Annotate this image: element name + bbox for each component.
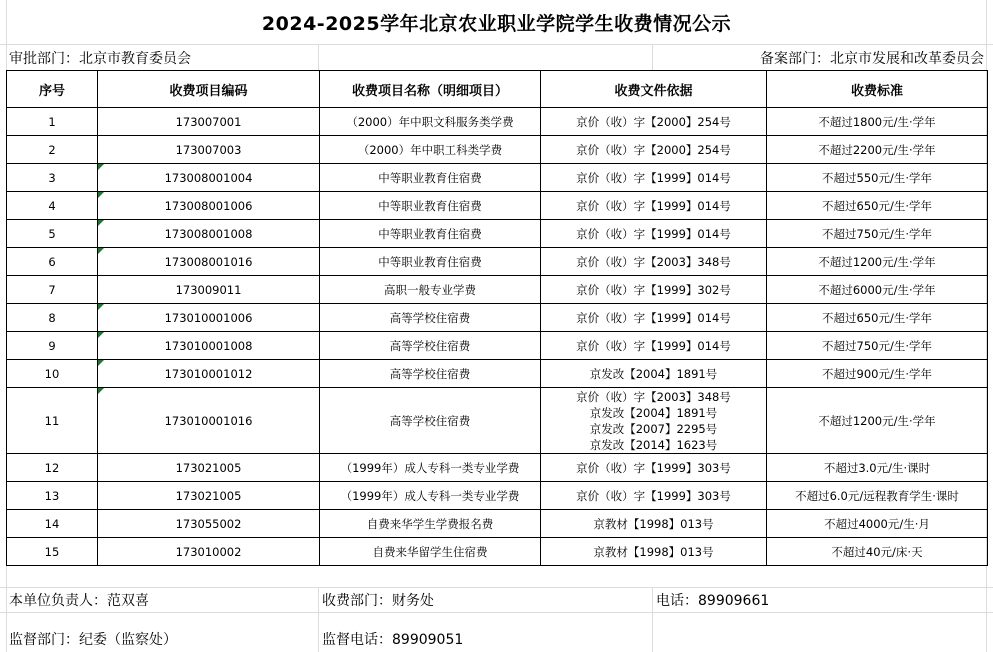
cell-name[interactable]: 高等学校住宿费 — [320, 304, 541, 332]
cell-code[interactable] — [98, 388, 320, 454]
cell-code[interactable] — [98, 510, 320, 538]
cell-no[interactable]: 10 — [7, 360, 98, 388]
cell-name[interactable]: 高职一般专业学费 — [320, 276, 541, 304]
error-indicator-icon — [98, 220, 104, 226]
cell-standard[interactable]: 不超过1800元/生·学年 — [767, 108, 988, 136]
cell-standard[interactable]: 不超过550元/生·学年 — [767, 164, 988, 192]
cell-name[interactable]: 高等学校住宿费 — [320, 360, 541, 388]
table-row — [7, 454, 988, 482]
cell-code[interactable] — [98, 332, 320, 360]
table-row — [7, 388, 988, 454]
cell-basis[interactable] — [541, 332, 767, 360]
cell-code[interactable] — [98, 220, 320, 248]
error-indicator-icon — [98, 304, 104, 310]
approval-dept-value: 北京市教育委员会 — [79, 51, 191, 67]
cell-code[interactable] — [98, 164, 320, 192]
basis-list — [543, 282, 764, 298]
basis-list — [543, 114, 764, 130]
error-indicator-icon — [98, 360, 104, 366]
cell-name[interactable]: 自费来华留学生住宿费 — [320, 538, 541, 566]
cell-name[interactable]: 高等学校住宿费 — [320, 388, 541, 454]
basis-list — [543, 544, 764, 560]
cell-basis[interactable] — [541, 454, 767, 482]
table-row — [7, 136, 988, 164]
responsible-person — [9, 590, 149, 610]
cell-name[interactable]: 高等学校住宿费 — [320, 332, 541, 360]
cell-code-text: 173010002 — [175, 544, 242, 559]
fee-table-body — [7, 108, 988, 566]
cell-code[interactable] — [98, 360, 320, 388]
error-indicator-icon — [98, 332, 104, 338]
approval-dept — [9, 48, 191, 68]
cell-standard[interactable]: 不超过4000元/生·月 — [767, 510, 988, 538]
cell-code-text: 173008001008 — [164, 226, 253, 241]
cell-code[interactable] — [98, 454, 320, 482]
basis-line: 京发改【2014】1623号 — [589, 437, 718, 452]
cell-no[interactable]: 14 — [7, 510, 98, 538]
error-indicator-icon — [98, 248, 104, 254]
table-row — [7, 248, 988, 276]
basis-list — [543, 488, 764, 504]
phone-value: 89909661 — [698, 593, 770, 609]
cell-no[interactable]: 4 — [7, 192, 98, 220]
approval-dept-label: 审批部门： — [9, 51, 79, 67]
table-row — [7, 304, 988, 332]
table-row — [7, 220, 988, 248]
table-row — [7, 332, 988, 360]
cell-no[interactable]: 12 — [7, 454, 98, 482]
cell-code-text: 173007003 — [175, 142, 242, 157]
cell-code[interactable] — [98, 304, 320, 332]
cell-basis[interactable] — [541, 248, 767, 276]
table-header-row — [7, 71, 988, 108]
fee-dept-label: 收费部门： — [322, 593, 392, 609]
fee-department — [322, 590, 434, 610]
basis-line: 京价（收）字【1999】302号 — [576, 282, 731, 297]
fee-dept-value: 财务处 — [392, 593, 434, 609]
cell-no[interactable]: 15 — [7, 538, 98, 566]
table-row — [7, 510, 988, 538]
cell-code-text: 173008001006 — [164, 198, 253, 213]
cell-standard[interactable]: 不超过3.0元/生·课时 — [767, 454, 988, 482]
basis-line: 京价（收）字【1999】014号 — [576, 310, 731, 325]
cell-no[interactable]: 6 — [7, 248, 98, 276]
basis-line: 京价（收）字【1999】014号 — [576, 170, 731, 185]
cell-basis[interactable] — [541, 220, 767, 248]
supervision-department — [9, 629, 177, 649]
supervision-phone-value: 89909051 — [392, 632, 464, 648]
error-indicator-icon — [98, 192, 104, 198]
basis-line: 京价（收）字【1999】303号 — [576, 488, 731, 503]
basis-list — [543, 226, 764, 242]
cell-code[interactable] — [98, 538, 320, 566]
responsible-value: 范双喜 — [107, 593, 149, 609]
table-row — [7, 192, 988, 220]
cell-standard[interactable]: 不超过650元/生·学年 — [767, 304, 988, 332]
cell-name[interactable]: （2000）年中职工科类学费 — [320, 136, 541, 164]
table-row — [7, 538, 988, 566]
cell-standard[interactable]: 不超过1200元/生·学年 — [767, 388, 988, 454]
cell-code-text: 173010001006 — [164, 310, 253, 325]
cell-basis[interactable] — [541, 482, 767, 510]
cell-standard[interactable]: 不超过750元/生·学年 — [767, 220, 988, 248]
cell-no[interactable]: 9 — [7, 332, 98, 360]
contact-phone — [656, 590, 769, 610]
supervision-dept-value: 纪委（监察处） — [79, 632, 177, 648]
cell-code-text: 173009011 — [175, 282, 242, 297]
cell-basis[interactable] — [541, 304, 767, 332]
cell-standard[interactable]: 不超过6000元/生·学年 — [767, 276, 988, 304]
cell-code-text: 173055002 — [175, 516, 242, 531]
cell-basis[interactable] — [541, 108, 767, 136]
error-indicator-icon — [98, 164, 104, 170]
footer-row-2 — [6, 626, 987, 652]
cell-no[interactable]: 13 — [7, 482, 98, 510]
basis-list — [543, 389, 764, 453]
phone-label: 电话： — [656, 593, 698, 609]
filing-dept-value: 北京市发展和改革委员会 — [830, 51, 984, 67]
table-row — [7, 360, 988, 388]
cell-code[interactable] — [98, 482, 320, 510]
fee-table — [6, 70, 988, 566]
department-info-row — [6, 46, 987, 70]
cell-code-text: 173010001008 — [164, 338, 253, 353]
cell-code[interactable] — [98, 108, 320, 136]
footer-row-1 — [6, 587, 987, 613]
supervision-dept-label: 监督部门： — [9, 632, 79, 648]
header-name: 收费项目名称（明细项目） — [320, 71, 541, 108]
basis-line: 京发改【2004】1891号 — [589, 366, 718, 381]
cell-code-text: 173010001016 — [164, 413, 253, 428]
table-row — [7, 482, 988, 510]
basis-line: 京价（收）字【2000】254号 — [576, 142, 731, 157]
table-row — [7, 276, 988, 304]
basis-list — [543, 366, 764, 382]
basis-line: 京价（收）字【2000】254号 — [576, 114, 731, 129]
header-basis: 收费文件依据 — [541, 71, 767, 108]
basis-list — [543, 338, 764, 354]
cell-standard[interactable]: 不超过750元/生·学年 — [767, 332, 988, 360]
basis-list — [543, 142, 764, 158]
cell-no[interactable]: 11 — [7, 388, 98, 454]
table-row — [7, 108, 988, 136]
cell-standard[interactable]: 不超过900元/生·学年 — [767, 360, 988, 388]
cell-standard[interactable]: 不超过1200元/生·学年 — [767, 248, 988, 276]
basis-line: 京发改【2007】2295号 — [589, 421, 718, 436]
basis-line: 京价（收）字【1999】014号 — [576, 226, 731, 241]
basis-line: 京教材【1998】013号 — [593, 544, 714, 559]
cell-standard[interactable]: 不超过2200元/生·学年 — [767, 136, 988, 164]
supervision-phone — [322, 629, 463, 649]
cell-code-text: 173010001012 — [164, 366, 253, 381]
cell-code[interactable] — [98, 248, 320, 276]
cell-code-text: 173021005 — [175, 488, 242, 503]
header-no: 序号 — [7, 71, 98, 108]
basis-list — [543, 170, 764, 186]
header-standard: 收费标准 — [767, 71, 988, 108]
supervision-phone-label: 监督电话： — [322, 632, 392, 648]
basis-list — [543, 254, 764, 270]
cell-code-text: 173008001004 — [164, 170, 253, 185]
cell-basis[interactable] — [541, 192, 767, 220]
cell-no[interactable]: 2 — [7, 136, 98, 164]
cell-name[interactable]: 中等职业教育住宿费 — [320, 164, 541, 192]
filing-dept — [760, 48, 984, 68]
cell-code-text: 173021005 — [175, 460, 242, 475]
cell-no[interactable]: 1 — [7, 108, 98, 136]
header-code: 收费项目编码 — [98, 71, 320, 108]
cell-basis[interactable] — [541, 360, 767, 388]
cell-code-text: 173008001016 — [164, 254, 253, 269]
cell-no[interactable]: 8 — [7, 304, 98, 332]
basis-line: 京价（收）字【2003】348号 — [576, 254, 731, 269]
cell-name[interactable]: 中等职业教育住宿费 — [320, 248, 541, 276]
basis-list — [543, 516, 764, 532]
cell-name[interactable]: 自费来华学生学费报名费 — [320, 510, 541, 538]
basis-list — [543, 198, 764, 214]
cell-name[interactable]: （1999年）成人专科一类专业学费 — [320, 454, 541, 482]
page-title: 2024-2025学年北京农业职业学院学生收费情况公示 — [261, 12, 732, 35]
cell-basis[interactable] — [541, 388, 767, 454]
cell-no[interactable]: 3 — [7, 164, 98, 192]
cell-code[interactable] — [98, 276, 320, 304]
basis-line: 京价（收）字【1999】014号 — [576, 338, 731, 353]
cell-basis[interactable] — [541, 276, 767, 304]
table-row — [7, 164, 988, 192]
cell-basis[interactable] — [541, 136, 767, 164]
basis-line: 京价（收）字【2003】348号 — [576, 389, 731, 404]
basis-line: 京教材【1998】013号 — [593, 516, 714, 531]
cell-name[interactable]: （2000）年中职文科服务类学费 — [320, 108, 541, 136]
cell-standard[interactable]: 不超过40元/床·天 — [767, 538, 988, 566]
cell-code[interactable] — [98, 136, 320, 164]
basis-list — [543, 460, 764, 476]
cell-standard[interactable]: 不超过6.0元/远程教育学生·课时 — [767, 482, 988, 510]
basis-list — [543, 310, 764, 326]
cell-no[interactable]: 7 — [7, 276, 98, 304]
cell-code[interactable] — [98, 192, 320, 220]
cell-code-text: 173007001 — [175, 114, 242, 129]
filing-dept-label: 备案部门： — [760, 51, 830, 67]
error-indicator-icon — [98, 388, 104, 394]
cell-standard[interactable]: 不超过650元/生·学年 — [767, 192, 988, 220]
cell-name[interactable]: （1999年）成人专科一类专业学费 — [320, 482, 541, 510]
cell-basis[interactable] — [541, 164, 767, 192]
cell-basis[interactable] — [541, 538, 767, 566]
cell-name[interactable]: 中等职业教育住宿费 — [320, 192, 541, 220]
cell-basis[interactable] — [541, 510, 767, 538]
basis-line: 京价（收）字【1999】303号 — [576, 460, 731, 475]
basis-line: 京发改【2004】1891号 — [589, 405, 718, 420]
cell-no[interactable]: 5 — [7, 220, 98, 248]
cell-name[interactable]: 中等职业教育住宿费 — [320, 220, 541, 248]
basis-line: 京价（收）字【1999】014号 — [576, 198, 731, 213]
responsible-label: 本单位负责人： — [9, 593, 107, 609]
